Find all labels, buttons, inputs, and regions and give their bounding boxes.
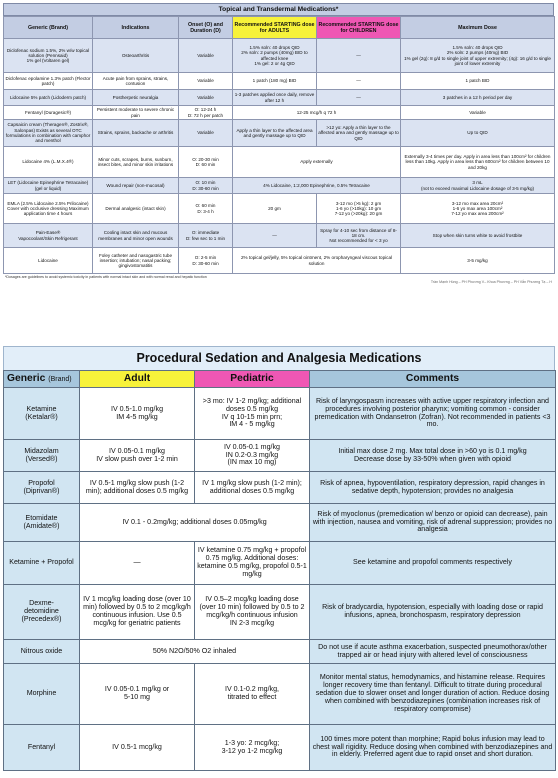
cell-comments: Do not use if acute asthma exacerbation, suspected pneumothorax/other trapped air or head injury with altered level of consciousness: [310, 640, 556, 664]
cell-adult-dose: 1 patch (180 mg) BID: [233, 73, 317, 90]
topical-row: [4, 90, 555, 106]
cell-child-dose: —: [317, 73, 401, 90]
cell-pediatric-dose: IV 0.1-0.2 mg/kg, titrated to effect: [195, 664, 310, 725]
cell-pediatric-dose: >3 mo: IV 1-2 mg/kg; additional doses 0.5 mg/kg IV q 10-15 min prn; IM 4 - 5 mg/kg: [195, 388, 310, 440]
cell-child-dose: >12 yo: Apply a thin layer to the affected area and gently massage up to QID: [317, 120, 401, 147]
sedation-row: [4, 640, 556, 664]
topical-row: [4, 194, 555, 224]
cell-starting-dose: 12-25 mcg/h q 72 h: [233, 106, 401, 120]
cell-drug-name: Etomidate (Amidate®): [4, 504, 80, 542]
sedation-medications-table: [3, 370, 556, 771]
cell-adult-dose: IV 1 mcg/kg loading dose (over 10 min) followed by 0.5 to 2 mcg/kg/h continuous infusion. Use 0.5 mcg/kg for geriatric patients: [80, 585, 195, 640]
cell-onset: O: 12-24 h D: 72 h per patch: [179, 106, 233, 120]
column-header-adult: Adult: [80, 371, 195, 388]
cell-adult-dose: IV 0.5-1 mg/kg slow push (1-2 min); additional doses 0.5 mg/kg: [80, 472, 195, 504]
cell-starting-dose: Apply externally: [233, 147, 401, 178]
cell-max-dose: 1.5% soln: 40 drops QID 2% soln: 2 pumps (40mg) BID 1% gel (2g): 8 g/d to single joint of upper extremity; (4g): 16 g/d to single joint of lower extremity: [401, 39, 555, 73]
cell-max-dose: Up to QID: [401, 120, 555, 147]
column-header-generic: Generic (Brand): [4, 17, 93, 39]
cell-drug-name: Fentanyl: [4, 725, 80, 771]
cell-generic: Lidocaine 4% (L.M.X.4®): [4, 147, 93, 178]
cell-drug-name: Midazolam (Versed®): [4, 440, 80, 472]
cell-child-dose: —: [317, 90, 401, 106]
cell-indications: Osteoarthritis: [93, 39, 179, 73]
cell-indications: Foley catheter and nasogastric tube insertion; intubation; nasal packing; gingivostomatitis: [93, 248, 179, 274]
cell-comments: Risk of bradycardia, hypotension, especially with loading dose or rapid infusions, apnea, bronchospasm, respiratory depression: [310, 585, 556, 640]
cell-comments: Risk of apnea, hypoventilation, respiratory depression, rapid changes in sedative depth, hypotension; provides no analgesia: [310, 472, 556, 504]
cell-pediatric-dose: IV 0.05-0.1 mg/kg IN 0.2-0.3 mg/kg (IN max 10 mg): [195, 440, 310, 472]
cell-drug-name: Propofol (Diprivan®): [4, 472, 80, 504]
sedation-row: [4, 388, 556, 440]
cell-indications: Wound repair (non-mucosal): [93, 178, 179, 194]
column-header-child-dose: Recommended STARTING dose for CHILDREN: [317, 17, 401, 39]
column-header-adult-dose: Recommended STARTING dose for ADULTS: [233, 17, 317, 39]
cell-onset: O: 20-30 min D: 60 min: [179, 147, 233, 178]
cell-starting-dose: 2% topical gel/jelly, 5% topical ointment, 2% oropharyngeal viscous topical solution: [233, 248, 401, 274]
cell-drug-name: Dexme- detomidine (Precedex®): [4, 585, 80, 640]
cell-max-dose: 3 mL (not to exceed maximal Lidocaine dosage of 3-5 mg/kg): [401, 178, 555, 194]
cell-starting-dose: 4% Lidocaine, 1:2,000 Epinephrine, 0.5% Tetracaine: [233, 178, 401, 194]
column-header-pediatric: Pediatric: [195, 371, 310, 388]
cell-child-dose: Spray for 4-10 sec from distance of 8-18 cm. Not recommended for < 3 yo: [317, 224, 401, 248]
topical-row: [4, 120, 555, 147]
cell-adult-dose: —: [233, 224, 317, 248]
cell-adult-dose: IV 0.05-0.1 mg/kg IV slow push over 1-2 min: [80, 440, 195, 472]
cell-pediatric-dose: IV ketamine 0.75 mg/kg + propofol 0.75 mg/kg. Additional doses: ketamine 0.5 mg/kg, propofol 0.5-1 mg/kg: [195, 542, 310, 585]
cell-child-dose: 3-12 mo (>5 kg): 2 gm 1-6 yo (>10kg): 10 gm 7-12 yo (>20kg): 20 gm: [317, 194, 401, 224]
cell-adult-dose: IV 0.05-0.1 mg/kg or 5-10 mg: [80, 664, 195, 725]
cell-generic: Diclofenac epolamine 1.3% patch (Flector patch): [4, 73, 93, 90]
cell-pediatric-dose: IV 0.5–2 mcg/kg loading dose (over 10 min) followed by 0.5 to 2 mcg/kg/h continuous infusion IN 2-3 mcg/kg: [195, 585, 310, 640]
cell-indications: Postherpetic neuralgia: [93, 90, 179, 106]
cell-generic: LET (Lidocaine Epinephrine Tetracaine) (gel or liquid): [4, 178, 93, 194]
cell-adult-dose: 20 gm: [233, 194, 317, 224]
cell-max-dose: 3-5 mg/kg: [401, 248, 555, 274]
cell-dose: 50% N2O/50% O2 inhaled: [80, 640, 310, 664]
cell-max-dose: Variable: [401, 106, 555, 120]
cell-drug-name: Nitrous oxide: [4, 640, 80, 664]
topical-table-title: Topical and Transdermal Medications*: [3, 3, 554, 16]
cell-adult-dose: 1-3 patches applied once daily, remove after 12 h: [233, 90, 317, 106]
sedation-medications-section: [3, 346, 555, 774]
topical-row: [4, 39, 555, 73]
cell-adult-dose: —: [80, 542, 195, 585]
cell-comments: 100 times more potent than morphine; Rapid bolus infusion may lead to chest wall rigidity. Reduce dosing when combined with benzodiazepines and in elderly. Preferred agent due to rapid onset and short duration.: [310, 725, 556, 771]
topical-row: [4, 178, 555, 194]
cell-pediatric-dose: IV 1 mg/kg slow push (1-2 min); additional doses 0.5 mg/kg: [195, 472, 310, 504]
topical-row: [4, 224, 555, 248]
cell-generic: Lidocaine: [4, 248, 93, 274]
cell-onset: Variable: [179, 73, 233, 90]
cell-adult-dose: IV 0.5-1 mcg/kg: [80, 725, 195, 771]
cell-adult-dose: 1.5% soln: 40 drops QID 2% soln: 2 pumps (40mg) BID to affected knee 1% gel: 2 or 4g QID: [233, 39, 317, 73]
sedation-row: [4, 725, 556, 771]
cell-adult-dose: IV 0.5-1.0 mg/kg IM 4-5 mg/kg: [80, 388, 195, 440]
cell-indications: Dermal analgesic (intact skin): [93, 194, 179, 224]
cell-generic: Capsaicin cream (Theragen®, Zostrix®, Salonpas) Exists as several OTC formulations in combination with camphor and menthol: [4, 120, 93, 147]
topical-medications-section: [3, 3, 554, 285]
topical-row: [4, 147, 555, 178]
cell-adult-dose: Apply a thin layer to the affected area and gently massage up to QID: [233, 120, 317, 147]
cell-onset: O: 10 min D: 30-60 min: [179, 178, 233, 194]
cell-onset: Variable: [179, 90, 233, 106]
cell-onset: O: immediate D: few sec to 1 min: [179, 224, 233, 248]
cell-comments: Risk of laryngospasm increases with active upper respiratory infection and procedures involving posterior pharynx; vomiting common - consider premedication with Ondansetron (Zofran). Not recommended in patients <3 mo.: [310, 388, 556, 440]
column-header-generic: Generic (Brand): [4, 371, 80, 388]
cell-indications: Cooling intact skin and mucous membranes and minor open wounds: [93, 224, 179, 248]
cell-dose: IV 0.1 - 0.2mg/kg; additional doses 0.05mg/kg: [80, 504, 310, 542]
cell-generic: Pain-Ease® Vapocoolant/Skin Refrigerant: [4, 224, 93, 248]
cell-max-dose: Externally 3-4 times per day. Apply in area less than 100cm² for children less than 10kg. Apply in area less than 600cm² for children between 10 and 20kg: [401, 147, 555, 178]
sedation-row: [4, 664, 556, 725]
topical-row: [4, 73, 555, 90]
sedation-table-title: Procedural Sedation and Analgesia Medications: [3, 346, 555, 370]
sedation-row: [4, 585, 556, 640]
cell-generic: Lidocaine 5% patch (Lidoderm patch): [4, 90, 93, 106]
cell-onset: Variable: [179, 120, 233, 147]
topical-row: [4, 248, 555, 274]
cell-generic: Diclofenac sodium 1.5%, 2% w/w topical solution (Pennsaid) 1% gel (Voltaren gel): [4, 39, 93, 73]
cell-onset: Variable: [179, 39, 233, 73]
cell-drug-name: Ketamine + Propofol: [4, 542, 80, 585]
cell-pediatric-dose: 1-3 yo: 2 mcg/kg; 3-12 yo 1-2 mcg/kg: [195, 725, 310, 771]
cell-generic: EMLA (2.5% Lidocaine 2.5% Prilocaine) Cover with occlusive dressing Maximum application time 4 hours: [4, 194, 93, 224]
topical-medications-table: [3, 16, 555, 274]
cell-drug-name: Ketamine (Ketalar®): [4, 388, 80, 440]
column-header-comments: Comments: [310, 371, 556, 388]
column-header-max-dose: Maximum Dose: [401, 17, 555, 39]
cell-onset: O: 2-5 min D: 30-60 min: [179, 248, 233, 274]
cell-indications: Persistent moderate to severe chronic pain: [93, 106, 179, 120]
sedation-row: [4, 504, 556, 542]
cell-indications: Strains, sprains, backache or arthritis: [93, 120, 179, 147]
topical-row: [4, 106, 555, 120]
cell-max-dose: 3-12 mo max area 20cm² 1-6 yo max area 100cm² 7-12 yo max area 200cm²: [401, 194, 555, 224]
cell-comments: Monitor mental status, hemodynamics, and histamine release. Requires longer recovery time than fentanyl. Difficult to titrate during procedural sedation due to slower onset and longer duration of action. Reduce dosing when combined with benzodiazepines (combination increases risk of respiratory compromise): [310, 664, 556, 725]
cell-comments: See ketamine and propofol comments respectively: [310, 542, 556, 585]
cell-max-dose: Stop when skin turns white to avoid frostbite: [401, 224, 555, 248]
topical-footnote: *Dosages are guidelines to avoid systemic toxicity in patients with normal intact skin and with normal renal and hepatic function: [5, 275, 207, 279]
cell-max-dose: 3 patches in a 12 h period per day: [401, 90, 555, 106]
column-header-indications: Indications: [93, 17, 179, 39]
cell-indications: Minor cuts, scrapes, burns, sunburn, insect bites, and minor skin irritations: [93, 147, 179, 178]
cell-indications: Acute pain from sprains, strains, contusion: [93, 73, 179, 90]
column-header-onset: Onset (O) and Duration (D): [179, 17, 233, 39]
sedation-row: [4, 472, 556, 504]
sedation-row: [4, 542, 556, 585]
cell-comments: Risk of myoclonus (premedication w/ benzo or opioid can decrease), pain with injection, nausea and vomiting, risk of adrenal suppression; provides no analgesia: [310, 504, 556, 542]
author-credit: Trần Mạnh Hùng – PH Phương V– Khoa Phương – PH Vẫn Phương Tạ – H: [430, 280, 552, 284]
cell-generic: Fentanyl (Duragesic®): [4, 106, 93, 120]
cell-drug-name: Morphine: [4, 664, 80, 725]
cell-max-dose: 1 patch BID: [401, 73, 555, 90]
cell-onset: O: 60 min D: 3-4 h: [179, 194, 233, 224]
cell-comments: Initial max dose 2 mg. Max total dose in >60 yo is 0.1 mg/kg Decrease dose by 33-50% when given with opioid: [310, 440, 556, 472]
sedation-row: [4, 440, 556, 472]
cell-child-dose: —: [317, 39, 401, 73]
